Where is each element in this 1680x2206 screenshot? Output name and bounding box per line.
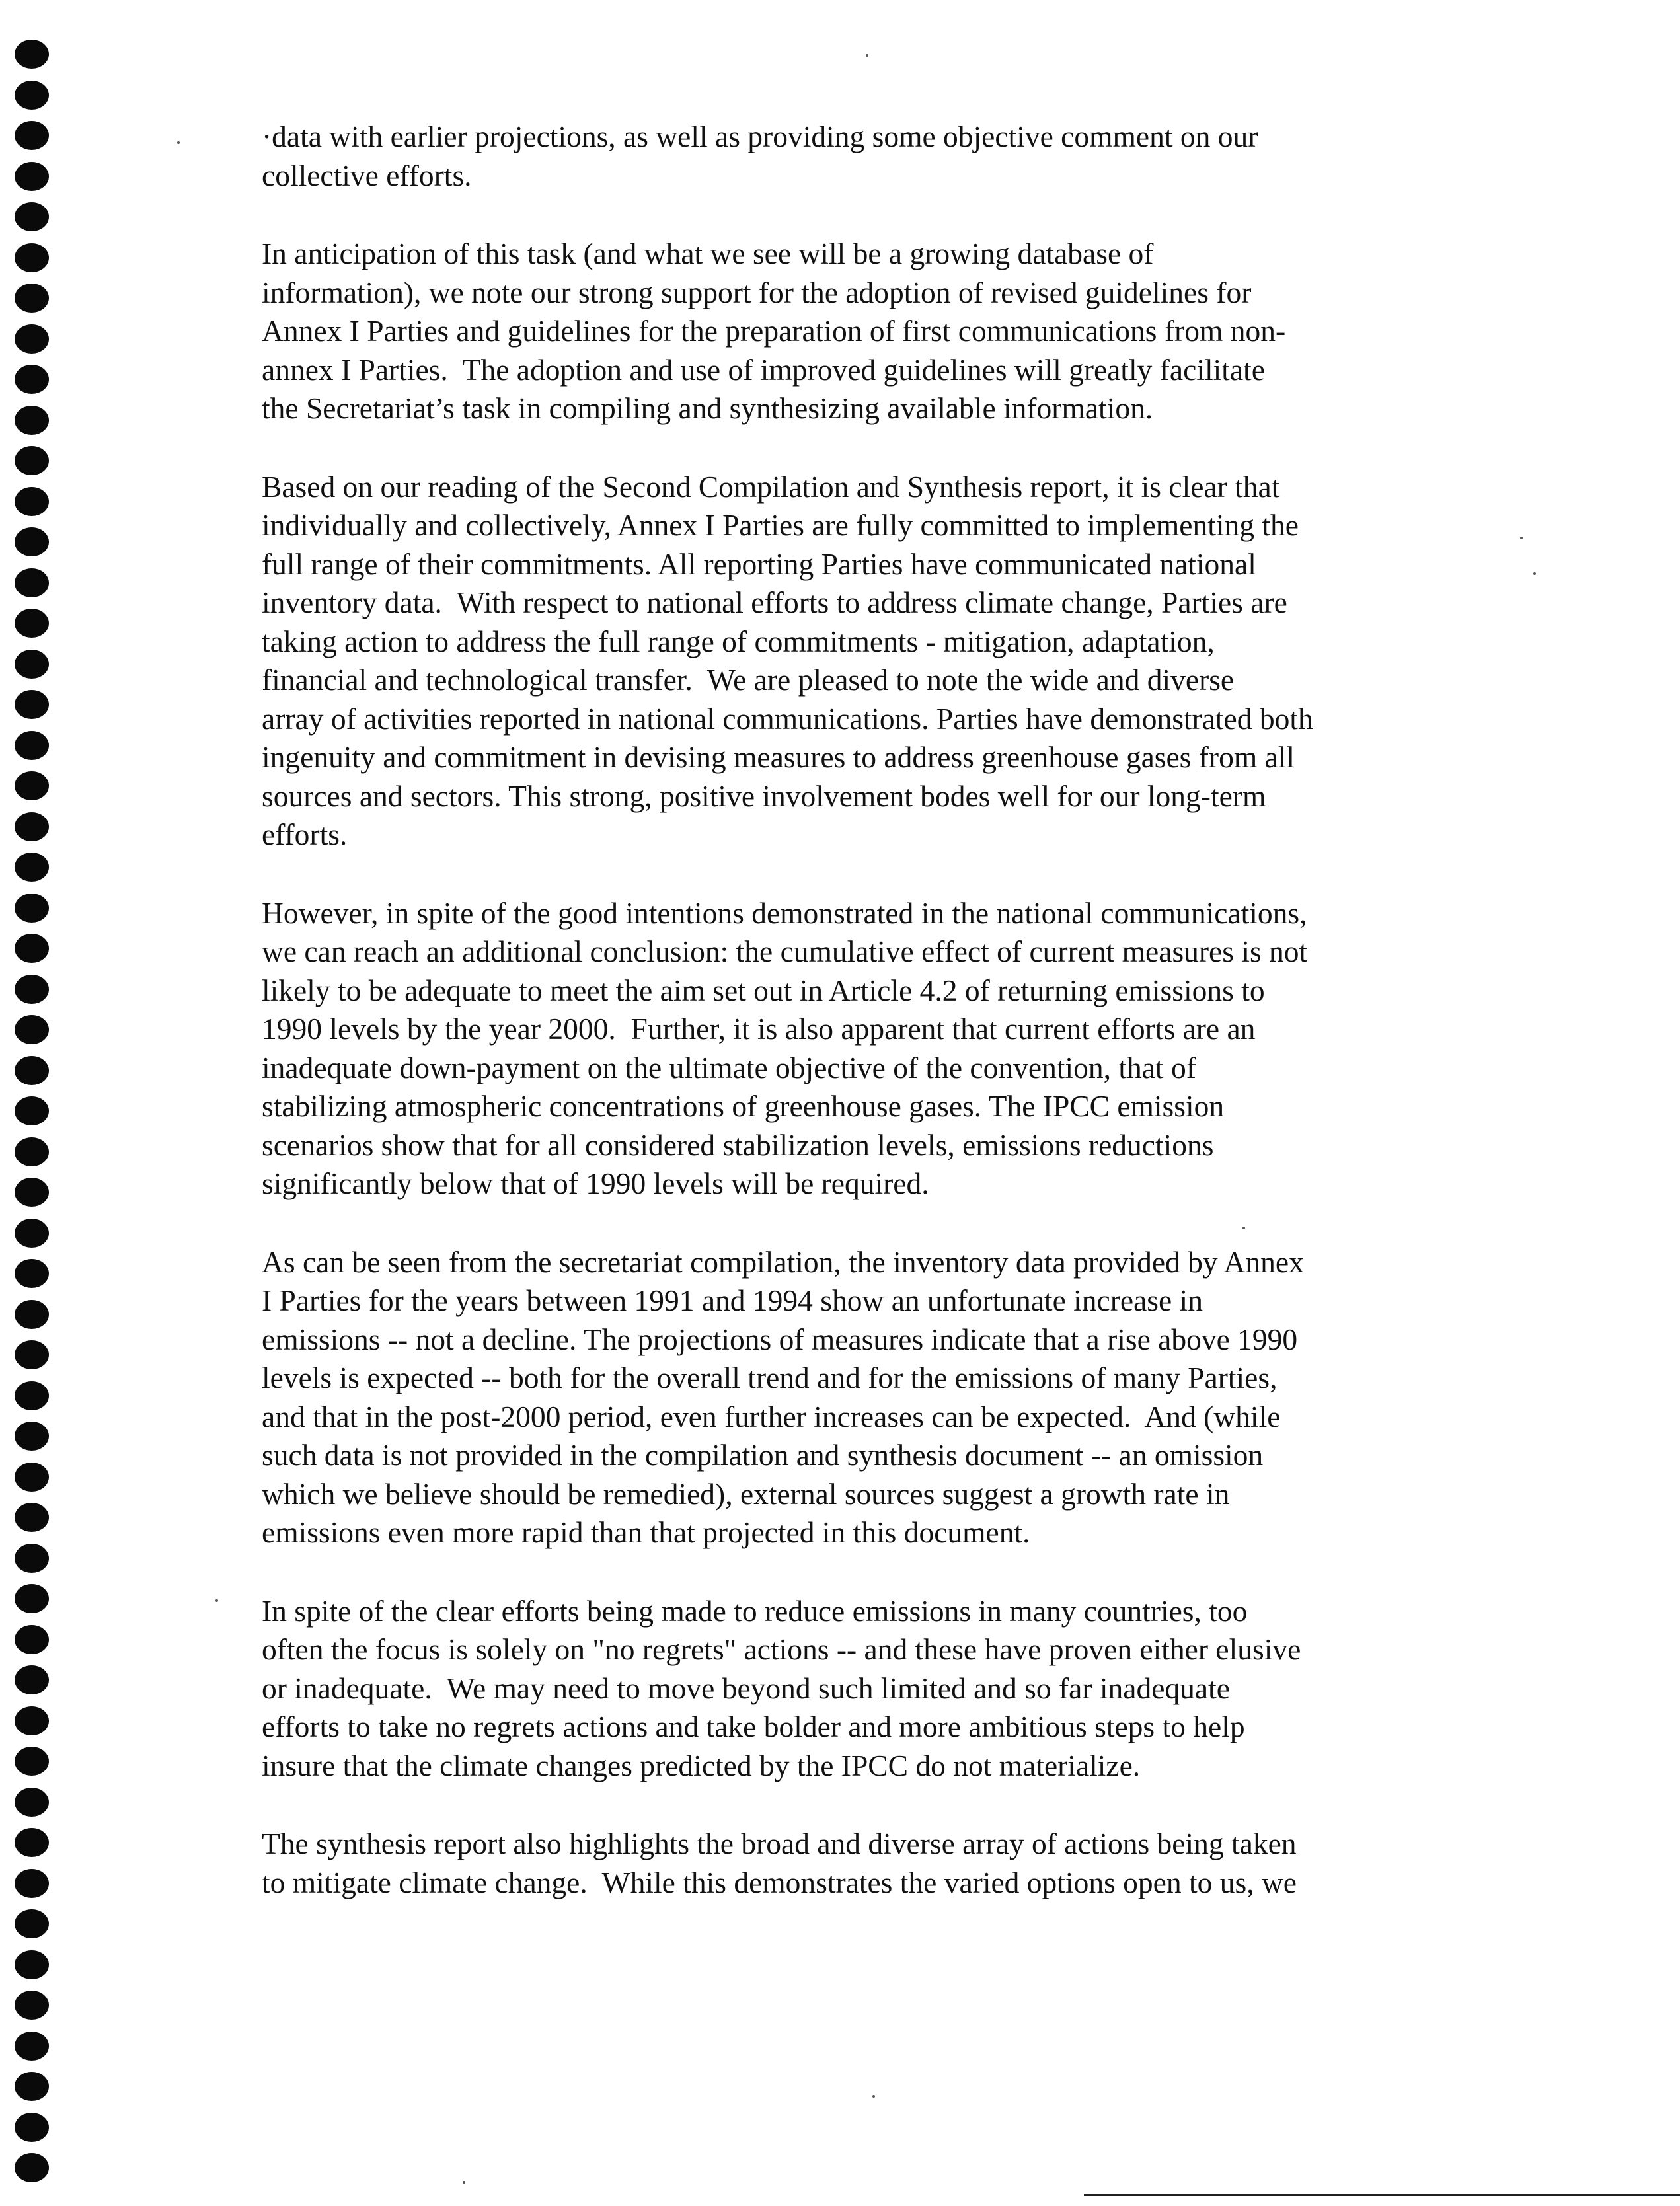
text-line: ·data with earlier projections, as well as providing some objective comment on our: [262, 120, 1258, 153]
text-line: financial and technological transfer. We are pleased to note the wide and diverse: [262, 663, 1235, 697]
binding-hole: [15, 731, 49, 760]
text-line: taking action to address the full range of commitments - mitigation, adaptation,: [262, 624, 1215, 658]
binding-hole: [15, 1869, 49, 1898]
binding-hole: [15, 1788, 49, 1817]
scan-speck: [1520, 537, 1523, 539]
binding-hole: [15, 1300, 49, 1329]
text-line: to mitigate climate change. While this demonstrates the varied options open to us, we: [262, 1865, 1297, 1899]
binding-hole: [15, 1056, 49, 1085]
binding-holes: [15, 40, 52, 2206]
binding-hole: [15, 121, 49, 150]
binding-hole: [15, 527, 49, 556]
text-line: As can be seen from the secretariat compilation, the inventory data provided by Annex: [262, 1244, 1304, 1279]
binding-hole: [15, 1584, 49, 1613]
paragraph: [262, 894, 1504, 1203]
binding-hole: [15, 894, 49, 923]
scan-speck: [1242, 1227, 1245, 1229]
text-line: we can reach an additional conclusion: the cumulative effect of current measures is not: [262, 934, 1308, 968]
text-line: emissions even more rapid than that projected in this document.: [262, 1515, 1030, 1549]
text-line: In anticipation of this task (and what we see will be a growing database of: [262, 237, 1154, 270]
paragraph: [262, 235, 1504, 428]
binding-hole: [15, 1259, 49, 1288]
binding-hole: [15, 812, 49, 841]
paragraph: [262, 118, 1504, 195]
text-line: significantly below that of 1990 levels will be required.: [262, 1166, 929, 1200]
binding-hole: [15, 487, 49, 516]
binding-hole: [15, 243, 49, 272]
body-text: [262, 118, 1504, 1942]
binding-hole: [15, 1219, 49, 1248]
binding-hole: [15, 1991, 49, 2020]
binding-hole: [15, 40, 49, 69]
binding-hole: [15, 1909, 49, 1938]
binding-hole: [15, 853, 49, 882]
text-line: efforts to take no regrets actions and take bolder and more ambitious steps to help: [262, 1710, 1245, 1743]
text-line: which we believe should be remedied), external sources suggest a growth rate in: [262, 1476, 1230, 1511]
binding-hole: [15, 975, 49, 1004]
binding-hole: [15, 609, 49, 638]
binding-hole: [15, 162, 49, 191]
binding-hole: [15, 1422, 49, 1451]
text-line: scenarios show that for all considered stabilization levels, emissions reductions: [262, 1127, 1214, 1162]
text-line: The synthesis report also highlights the broad and diverse array of actions being taken: [262, 1827, 1297, 1860]
text-line: stabilizing atmospheric concentrations of greenhouse gases. The IPCC emission: [262, 1089, 1225, 1123]
binding-hole: [15, 1828, 49, 1857]
text-line: the Secretariat’s task in compiling and synthesizing available information.: [262, 391, 1153, 425]
paragraph: [262, 1825, 1504, 1902]
binding-hole: [15, 1503, 49, 1532]
text-line: However, in spite of the good intentions demonstrated in the national communications,: [262, 895, 1307, 930]
text-line: or inadequate. We may need to move beyond such limited and so far inadequate: [262, 1671, 1230, 1705]
scan-speck: [215, 1599, 218, 1602]
binding-hole: [15, 446, 49, 475]
text-line: inventory data. With respect to national efforts to address climate change, Parties are: [262, 586, 1287, 619]
binding-hole: [15, 284, 49, 313]
binding-hole: [15, 2153, 49, 2182]
text-line: and that in the post-2000 period, even further increases can be expected. And (while: [262, 1399, 1281, 1433]
scan-speck: [177, 141, 180, 144]
text-line: insure that the climate changes predicted by the IPCC do not materialize.: [262, 1748, 1141, 1782]
text-line: Annex I Parties and guidelines for the preparation of first communications from non-: [262, 314, 1286, 348]
binding-hole: [15, 2032, 49, 2061]
paragraph: [262, 468, 1504, 855]
binding-hole: [15, 650, 49, 679]
binding-hole: [15, 1096, 49, 1125]
paragraph: [262, 1243, 1504, 1552]
binding-hole: [15, 1625, 49, 1654]
binding-hole: [15, 1665, 49, 1694]
scan-speck: [866, 54, 868, 57]
bottom-rule: [1084, 2194, 1680, 2196]
binding-hole: [15, 365, 49, 394]
binding-hole: [15, 690, 49, 719]
text-line: sources and sectors. This strong, positive involvement bodes well for our long-term: [262, 779, 1266, 813]
text-line: emissions -- not a decline. The projections of measures indicate that a rise above 1990: [262, 1322, 1298, 1356]
text-line: likely to be adequate to meet the aim set out in Article 4.2 of returning emissions to: [262, 973, 1265, 1007]
scan-speck: [463, 2181, 465, 2184]
binding-hole: [15, 1544, 49, 1573]
text-line: I Parties for the years between 1991 and 1994 show an unfortunate increase in: [262, 1283, 1203, 1317]
binding-hole: [15, 1340, 49, 1369]
text-line: annex I Parties. The adoption and use of improved guidelines will greatly facilitate: [262, 352, 1265, 387]
text-line: Based on our reading of the Second Compilation and Synthesis report, it is clear that: [262, 469, 1280, 504]
paragraph: [262, 1592, 1504, 1786]
binding-hole: [15, 406, 49, 435]
text-line: full range of their commitments. All reporting Parties have communicated national: [262, 547, 1256, 581]
binding-hole: [15, 1015, 49, 1044]
binding-hole: [15, 324, 49, 354]
text-line: information), we note our strong support for the adoption of revised guidelines for: [262, 275, 1252, 309]
binding-hole: [15, 934, 49, 963]
binding-hole: [15, 1463, 49, 1492]
binding-hole: [15, 1137, 49, 1166]
text-line: such data is not provided in the compilation and synthesis document -- an omission: [262, 1438, 1264, 1472]
binding-hole: [15, 2072, 49, 2101]
text-line: inadequate down-payment on the ultimate objective of the convention, that of: [262, 1050, 1196, 1084]
text-line: often the focus is solely on "no regrets" actions -- and these have proven either elusive: [262, 1632, 1301, 1666]
binding-hole: [15, 1747, 49, 1776]
binding-hole: [15, 1178, 49, 1207]
scan-speck: [1533, 572, 1536, 575]
binding-hole: [15, 1706, 49, 1735]
binding-hole: [15, 1381, 49, 1410]
text-line: collective efforts.: [262, 158, 472, 192]
text-line: In spite of the clear efforts being made to reduce emissions in many countries, too: [262, 1593, 1248, 1628]
scan-speck: [872, 2095, 875, 2098]
binding-hole: [15, 2113, 49, 2142]
binding-hole: [15, 202, 49, 231]
binding-hole: [15, 1950, 49, 1979]
text-line: ingenuity and commitment in devising measures to address greenhouse gases from all: [262, 740, 1295, 774]
binding-hole: [15, 568, 49, 597]
text-line: levels is expected -- both for the overall trend and for the emissions of many Parties,: [262, 1361, 1278, 1394]
text-line: individually and collectively, Annex I Parties are fully committed to implementing the: [262, 508, 1299, 542]
text-line: efforts.: [262, 818, 348, 851]
binding-hole: [15, 771, 49, 800]
text-line: 1990 levels by the year 2000. Further, it is also apparent that current efforts are an: [262, 1012, 1256, 1046]
binding-hole: [15, 81, 49, 110]
text-line: array of activities reported in national communications. Parties have demonstrated both: [262, 701, 1313, 736]
